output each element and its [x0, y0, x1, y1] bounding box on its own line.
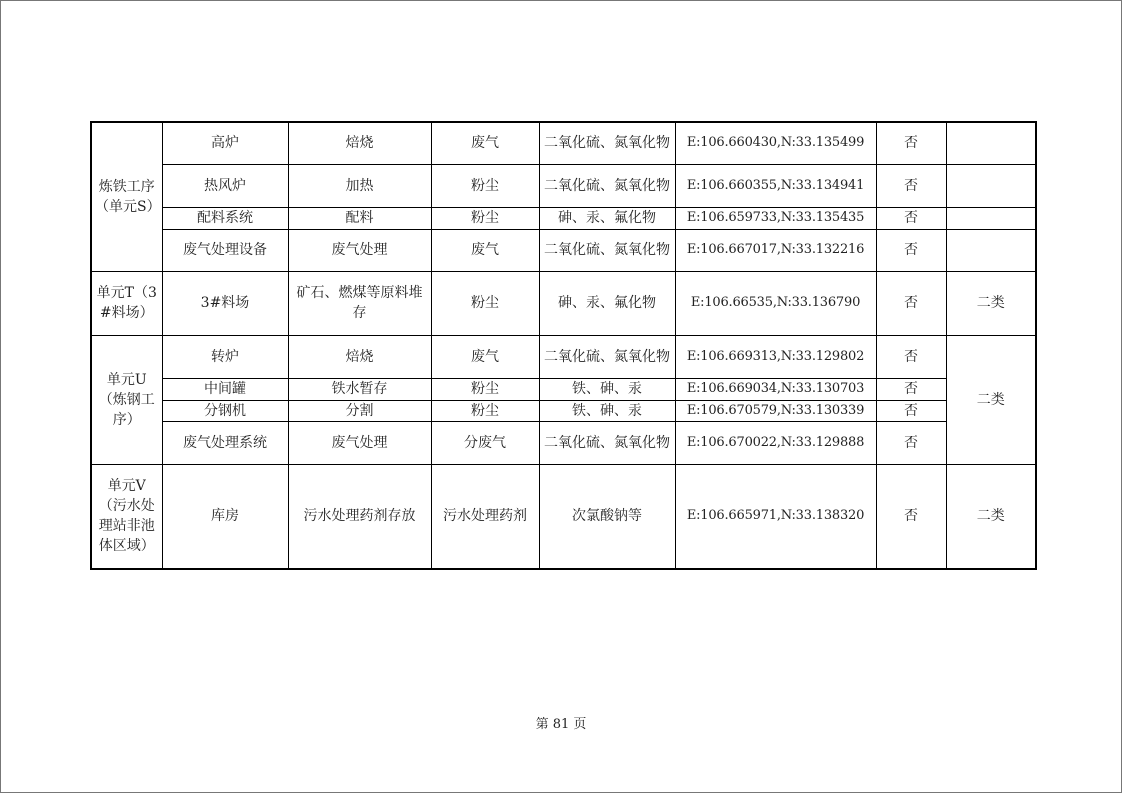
- pollution-type-cell: 粉尘: [431, 164, 539, 207]
- pollution-type-cell: 废气: [431, 122, 539, 164]
- page-number: 第 81 页: [535, 717, 587, 732]
- class-cell: [946, 164, 1036, 207]
- process-cell: 加热: [288, 164, 431, 207]
- flag-cell: 否: [876, 122, 946, 164]
- coordinate-cell: E:106.670022,N:33.129888: [675, 421, 876, 464]
- coordinate-cell: E:106.667017,N:33.132216: [675, 229, 876, 271]
- pollutant-cell: 次氯酸钠等: [539, 464, 675, 569]
- coordinate-cell: E:106.669034,N:33.130703: [675, 378, 876, 400]
- process-cell: 废气处理: [288, 421, 431, 464]
- table-row: [91, 464, 1036, 569]
- table-row: [91, 229, 1036, 271]
- pollutant-cell: 二氧化硫、氮氧化物: [539, 335, 675, 378]
- coordinate-cell: E:106.660355,N:33.134941: [675, 164, 876, 207]
- table-row: [91, 335, 1036, 378]
- pollutant-cell: 二氧化硫、氮氧化物: [539, 164, 675, 207]
- class-cell: [946, 229, 1036, 271]
- table-row: [91, 207, 1036, 229]
- table-row: [91, 271, 1036, 335]
- process-cell: 矿石、燃煤等原料堆存: [288, 271, 431, 335]
- facility-cell: 库房: [162, 464, 288, 569]
- pollution-type-cell: 粉尘: [431, 378, 539, 400]
- unit-cell: 炼铁工序（单元S）: [91, 122, 162, 271]
- class-cell: 二类: [946, 335, 1036, 464]
- process-cell: 废气处理: [288, 229, 431, 271]
- pollutant-cell: 二氧化硫、氮氧化物: [539, 229, 675, 271]
- coordinate-cell: E:106.670579,N:33.130339: [675, 400, 876, 421]
- facility-cell: 配料系统: [162, 207, 288, 229]
- pollutant-cell: 二氧化硫、氮氧化物: [539, 122, 675, 164]
- pollution-type-cell: 废气: [431, 229, 539, 271]
- coordinate-cell: E:106.660430,N:33.135499: [675, 122, 876, 164]
- facility-cell: 废气处理设备: [162, 229, 288, 271]
- class-cell: [946, 207, 1036, 229]
- coordinate-cell: E:106.669313,N:33.129802: [675, 335, 876, 378]
- pollution-type-cell: 粉尘: [431, 207, 539, 229]
- facility-cell: 3#料场: [162, 271, 288, 335]
- facility-cell: 热风炉: [162, 164, 288, 207]
- flag-cell: 否: [876, 421, 946, 464]
- class-cell: 二类: [946, 464, 1036, 569]
- table-row: [91, 421, 1036, 464]
- unit-cell: 单元T（3#料场）: [91, 271, 162, 335]
- pollution-type-cell: 粉尘: [431, 400, 539, 421]
- facility-cell: 高炉: [162, 122, 288, 164]
- process-cell: 污水处理药剂存放: [288, 464, 431, 569]
- process-cell: 铁水暂存: [288, 378, 431, 400]
- flag-cell: 否: [876, 207, 946, 229]
- pollutant-cell: 砷、汞、氟化物: [539, 271, 675, 335]
- flag-cell: 否: [876, 271, 946, 335]
- flag-cell: 否: [876, 464, 946, 569]
- process-cell: 分割: [288, 400, 431, 421]
- pollution-type-cell: 分废气: [431, 421, 539, 464]
- unit-cell: 单元U（炼钢工序）: [91, 335, 162, 464]
- pollutant-cell: 铁、砷、汞: [539, 400, 675, 421]
- facility-cell: 中间罐: [162, 378, 288, 400]
- pollution-type-cell: 废气: [431, 335, 539, 378]
- flag-cell: 否: [876, 229, 946, 271]
- table-row: [91, 400, 1036, 421]
- flag-cell: 否: [876, 378, 946, 400]
- table-row: [91, 378, 1036, 400]
- process-cell: 配料: [288, 207, 431, 229]
- coordinate-cell: E:106.665971,N:33.138320: [675, 464, 876, 569]
- pollutant-cell: 铁、砷、汞: [539, 378, 675, 400]
- class-cell: 二类: [946, 271, 1036, 335]
- pollutant-cell: 砷、汞、氟化物: [539, 207, 675, 229]
- table-row: [91, 164, 1036, 207]
- pollutant-cell: 二氧化硫、氮氧化物: [539, 421, 675, 464]
- coordinate-cell: E:106.659733,N:33.135435: [675, 207, 876, 229]
- table-row: [91, 122, 1036, 164]
- pollution-type-cell: 粉尘: [431, 271, 539, 335]
- flag-cell: 否: [876, 335, 946, 378]
- coordinate-cell: E:106.66535,N:33.136790: [675, 271, 876, 335]
- flag-cell: 否: [876, 164, 946, 207]
- process-cell: 焙烧: [288, 335, 431, 378]
- process-cell: 焙烧: [288, 122, 431, 164]
- class-cell: [946, 122, 1036, 164]
- flag-cell: 否: [876, 400, 946, 421]
- facility-cell: 分钢机: [162, 400, 288, 421]
- facility-cell: 废气处理系统: [162, 421, 288, 464]
- unit-cell: 单元V（污水处理站非池体区域）: [91, 464, 162, 569]
- facility-cell: 转炉: [162, 335, 288, 378]
- pollution-source-table: [90, 121, 1037, 570]
- pollution-type-cell: 污水处理药剂: [431, 464, 539, 569]
